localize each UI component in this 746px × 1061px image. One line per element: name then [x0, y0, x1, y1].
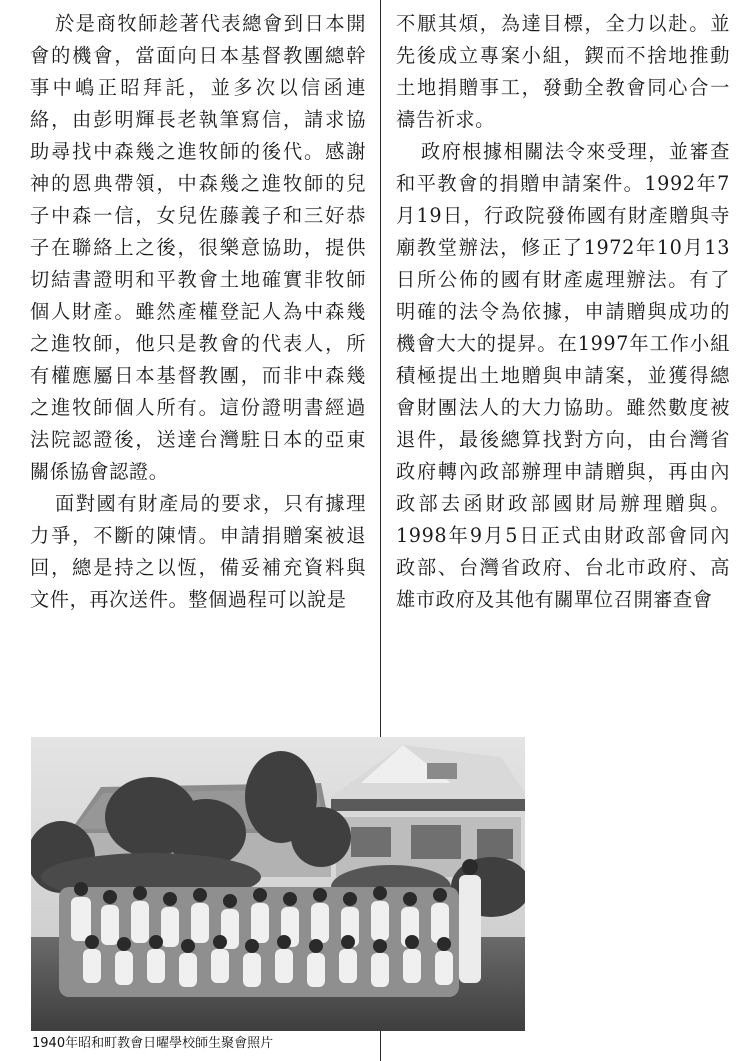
group-photo — [31, 737, 525, 1031]
paragraph-petition: 面對國有財產局的要求，只有據理力爭，不斷的陳情。申請捐贈案被退回，總是持之以恆，備妥補充資料與文件，再次送件。整個過程可以說是 — [30, 492, 366, 611]
left-text-column — [30, 8, 366, 616]
paragraph-government-review: 政府根據相關法令來受理，並審查和平教會的捐贈申請案件。1992年7月19日，行政院發佈國有財產贈與寺廟教堂辦法，修正了1972年10月13日所公佈的國有財產處理辦法。有了明確的法令為依據，申請贈與成功的機會大大的提昇。在1997年工作小組積極提出土地贈與申請案，並獲得總會財團法人的大力協助。雖然數度被退件，最後總算找對方向，由台灣省政府轉內政部辦理申請贈與，再由內政部去函財政部國財局辦理贈與。1998年9月5日正式由財政部會同內政部、台灣省政府、台北市政府、高雄市政府及其他有關單位召開審查會 — [396, 140, 730, 611]
photo-caption: 1940年昭和町教會日曜學校師生聚會照片 — [32, 1036, 274, 1051]
paragraph-continuation: 不厭其煩，為達目標，全力以赴。並先後成立專案小組，鍥而不捨地推動土地捐贈事工，發動全教會同心合一禱告祈求。 — [396, 12, 730, 131]
right-text-column — [396, 8, 730, 616]
paragraph-commission-letters: 於是商牧師趁著代表總會到日本開會的機會，當面向日本基督教團總幹事中嶋正昭拜託，並多次以信函連絡，由彭明輝長老執筆寫信，請求協助尋找中森幾之進牧師的後代。感謝神的恩典帶領，中森幾之進牧師的兒子中森一信，女兒佐藤義子和三好恭子在聯絡上之後，很樂意協助，提供切結書證明和平教會土地確實非牧師個人財產。雖然產權登記人為中森幾之進牧師，他只是教會的代表人，所有權應屬日本基督教團，而非中森幾之進牧師個人所有。這份證明書經過法院認證後，送達台灣駐日本的亞東關係協會認證。 — [30, 12, 366, 483]
